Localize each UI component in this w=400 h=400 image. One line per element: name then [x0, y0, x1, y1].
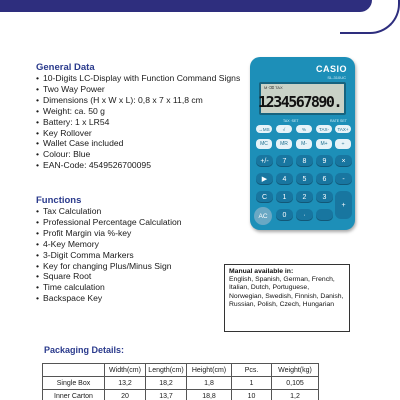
calculator-key: MR — [276, 139, 292, 149]
list-item: • Key Rollover — [36, 128, 246, 139]
calculator-key: M- — [296, 139, 312, 149]
table-row — [43, 390, 319, 400]
table-cell: 13,7 — [146, 390, 187, 400]
manual-languages: English, Spanish, German, French, Italian, Dutch, Portuguese, Norwegian, Swedish, Finnish, Danish, Russian, Polish, Czech, Hungarian — [229, 276, 344, 308]
calculator-brand: CASIO — [315, 64, 347, 74]
table-header-cell: Length(cm) — [146, 364, 187, 377]
calculator-key: 1 — [276, 191, 293, 203]
table-cell: 18,8 — [187, 390, 232, 400]
list-item: • EAN-Code: 4549526700095 — [36, 160, 246, 171]
list-item: • Dimensions (H x W x L): 0,8 x 7 x 11,8 cm — [36, 95, 246, 106]
table-header-cell — [43, 364, 105, 377]
calculator-key: TAX- — [316, 125, 332, 133]
display-indicator: M ⌫ TAX — [264, 85, 283, 90]
table-cell: 18,2 — [146, 377, 187, 390]
table-header-cell: Weight(kg) — [272, 364, 319, 377]
table-cell: 13,2 — [105, 377, 146, 390]
calculator-key: 4 — [276, 173, 293, 185]
tax-set-label: TAX ·SET — [283, 119, 299, 123]
functions-heading: Functions — [36, 195, 82, 206]
list-item: • 4-Key Memory — [36, 239, 236, 250]
calculator-display — [259, 82, 346, 115]
list-item: • 3-Digit Comma Markers — [36, 250, 236, 261]
list-item: • Two Way Power — [36, 84, 246, 95]
list-item: • Square Root — [36, 271, 236, 282]
list-item: • Key for changing Plus/Minus Sign — [36, 261, 236, 272]
header-curve — [340, 0, 400, 34]
calculator-key: 3 — [316, 191, 333, 203]
list-item: • Backspace Key — [36, 293, 236, 304]
calculator-key: TAX+ — [335, 125, 351, 133]
list-item: • Tax Calculation — [36, 206, 236, 217]
table-header-row — [43, 364, 319, 377]
table-row — [43, 377, 319, 390]
header-band — [0, 0, 400, 22]
table-cell: Inner Carton — [43, 390, 105, 400]
calculator-key: +/- — [256, 155, 273, 167]
list-item: • Profit Margin via %-key — [36, 228, 236, 239]
table-cell: 1,2 — [272, 390, 319, 400]
list-item: • Battery: 1 x LR54 — [36, 117, 246, 128]
calculator-key: 8 — [296, 155, 313, 167]
display-digits: 1234567890. — [258, 93, 341, 111]
calculator-key: 5 — [296, 173, 313, 185]
calculator-key: 2 — [296, 191, 313, 203]
table-header-cell: Width(cm) — [105, 364, 146, 377]
table-cell: Single Box — [43, 377, 105, 390]
list-item: • Professional Percentage Calculation — [36, 217, 236, 228]
table-header-cell: Height(cm) — [187, 364, 232, 377]
table-cell: 1 — [232, 377, 272, 390]
manual-title: Manual available in: — [229, 268, 294, 275]
list-item: • 10-Digits LC-Display with Function Command Signs — [36, 73, 246, 84]
calculator-image — [250, 57, 355, 230]
table-cell: 1,8 — [187, 377, 232, 390]
list-item: • Wallet Case included — [36, 138, 246, 149]
table-cell: 0,105 — [272, 377, 319, 390]
calculator-key: % — [296, 125, 312, 133]
calculator-key: 9 — [316, 155, 333, 167]
functions-list — [36, 206, 236, 304]
calculator-key: MC — [256, 139, 272, 149]
general-data-heading: General Data — [36, 62, 95, 73]
calculator-key: ▶ — [256, 173, 273, 185]
manual-languages-box — [224, 264, 350, 332]
packaging-heading: Packaging Details: — [44, 345, 125, 355]
calculator-key: - — [335, 173, 352, 185]
packaging-table — [42, 363, 319, 400]
list-item: • Time calculation — [36, 282, 236, 293]
calculator-key: 0 — [276, 209, 293, 221]
calculator-key: →MS — [256, 125, 272, 133]
list-item: • Weight: ca. 50 g — [36, 106, 246, 117]
table-cell: 10 — [232, 390, 272, 400]
calculator-key: AC — [254, 207, 272, 225]
calculator-key: + — [335, 191, 352, 219]
rate-set-label: RATE SET — [330, 119, 347, 123]
calculator-model: SL-310UC — [327, 75, 346, 80]
calculator-key: ÷ — [335, 139, 351, 149]
calculator-key: √ — [276, 125, 292, 133]
table-cell: 20 — [105, 390, 146, 400]
header-bar — [0, 0, 372, 12]
calculator-key: 7 — [276, 155, 293, 167]
calculator-key — [316, 209, 333, 221]
calculator-key: M+ — [316, 139, 332, 149]
calculator-key: C — [256, 191, 273, 203]
calculator-key: · — [296, 209, 313, 221]
calculator-key: × — [335, 155, 352, 167]
list-item: • Colour: Blue — [36, 149, 246, 160]
general-data-list — [36, 73, 246, 171]
calculator-key: 6 — [316, 173, 333, 185]
table-header-cell: Pcs. — [232, 364, 272, 377]
